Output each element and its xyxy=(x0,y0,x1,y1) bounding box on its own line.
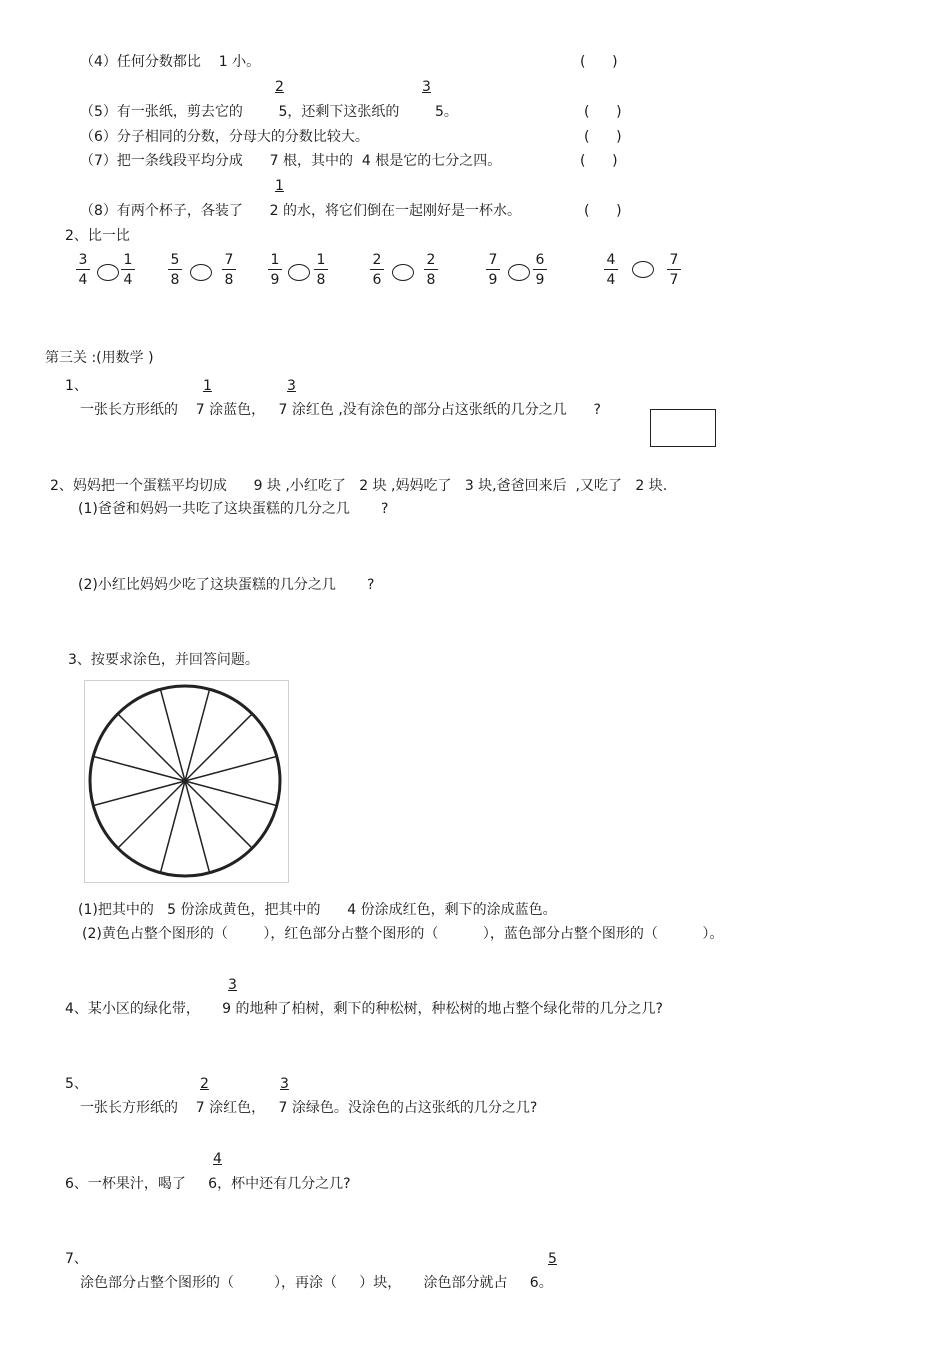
tf-item-8-numerator: 1 xyxy=(275,178,284,194)
answer-paren-5[interactable]: ( ) xyxy=(584,104,622,120)
circle-spoke xyxy=(93,781,185,806)
fraction-left-2: $\frac{5}{8}$ xyxy=(168,252,182,290)
rectangle-figure xyxy=(650,409,716,447)
tf-item-7: （7）把一条线段平均分成 7 根，其中的 4 根是它的七分之四。 xyxy=(80,153,502,169)
compare-circle-4[interactable] xyxy=(392,264,414,281)
problem-2-text: 2、妈妈把一个蛋糕平均切成 9 块 ,小红吃了 2 块 ,妈妈吃了 3 块,爸爸回来后 ,又吃了 2 块. xyxy=(50,478,668,494)
tf-item-5-numerator-b: 3 xyxy=(422,79,431,95)
circle-spokes xyxy=(93,689,277,873)
circle-spoke xyxy=(185,714,252,781)
fraction-right-3: $\frac{1}{8}$ xyxy=(314,252,328,290)
tf-item-8: （8）有两个杯子，各装了 2 的水，将它们倒在一起刚好是一杯水。 xyxy=(80,203,521,219)
fraction-left-4: $\frac{2}{6}$ xyxy=(370,252,384,290)
circle-spoke xyxy=(160,781,185,873)
answer-paren-8[interactable]: ( ) xyxy=(584,203,622,219)
problem-5-label: 5、 xyxy=(65,1076,88,1092)
circle-spoke xyxy=(160,689,185,781)
problem-4-numerator: 3 xyxy=(228,977,237,993)
fraction-right-6: $\frac{7}{7}$ xyxy=(667,252,681,290)
compare-circle-2[interactable] xyxy=(190,264,212,281)
fraction-left-1: $\frac{3}{4}$ xyxy=(76,252,90,290)
compare-circle-5[interactable] xyxy=(508,264,530,281)
compare-circle-1[interactable] xyxy=(97,264,119,281)
problem-6-text: 6、一杯果汁，喝了 6，杯中还有几分之几? xyxy=(65,1176,351,1192)
circle-spoke xyxy=(93,756,185,781)
problem-2-sub-2: (2)小红比妈妈少吃了这块蛋糕的几分之几 ? xyxy=(78,577,375,593)
answer-paren-4[interactable]: ( ) xyxy=(580,54,618,70)
problem-7-label: 7、 xyxy=(65,1251,88,1267)
answer-paren-7[interactable]: ( ) xyxy=(580,153,618,169)
fraction-left-6: $\frac{4}{4}$ xyxy=(604,252,618,290)
fraction-right-2: $\frac{7}{8}$ xyxy=(222,252,236,290)
circle-spoke xyxy=(185,781,277,806)
circle-spoke xyxy=(185,781,210,873)
problem-5-numerator-a: 2 xyxy=(200,1076,209,1092)
tf-item-6: （6）分子相同的分数，分母大的分数比较大。 xyxy=(80,129,369,145)
problem-7-numerator: 5 xyxy=(548,1251,557,1267)
circle-spoke xyxy=(185,756,277,781)
fraction-left-5: $\frac{7}{9}$ xyxy=(486,252,500,290)
problem-3-title: 3、按要求涂色，并回答问题。 xyxy=(68,652,259,668)
circle-divided-figure xyxy=(84,680,290,884)
fraction-right-1: $\frac{1}{4}$ xyxy=(121,252,135,290)
circle-spoke xyxy=(185,689,210,781)
problem-1-text: 一张长方形纸的 7 涂蓝色， 7 涂红色 ,没有涂色的部分占这张纸的几分之几 ? xyxy=(80,402,601,418)
circle-spoke xyxy=(118,714,185,781)
problem-2-sub-1: (1)爸爸和妈妈一共吃了这块蛋糕的几分之几 ? xyxy=(78,501,389,517)
problem-1-label: 1、 xyxy=(65,378,88,394)
problem-6-numerator: 4 xyxy=(213,1151,222,1167)
fraction-right-5: $\frac{6}{9}$ xyxy=(533,252,547,290)
problem-1-numerator-b: 3 xyxy=(287,378,296,394)
problem-3-sub-2: (2)黄色占整个图形的（ ），红色部分占整个图形的（ ），蓝色部分占整个图形的（ ）。 xyxy=(82,926,724,942)
answer-paren-6[interactable]: ( ) xyxy=(584,129,622,145)
problem-4-text: 4、某小区的绿化带， 9 的地种了柏树，剩下的种松树，种松树的地占整个绿化带的几分之几? xyxy=(65,1001,663,1017)
problem-1-numerator-a: 1 xyxy=(203,378,212,394)
compare-circle-6[interactable] xyxy=(632,261,654,278)
problem-5-numerator-b: 3 xyxy=(280,1076,289,1092)
problem-3-sub-1: (1)把其中的 5 份涂成黄色，把其中的 4 份涂成红色，剩下的涂成蓝色。 xyxy=(78,902,557,918)
circle-spoke xyxy=(185,781,252,848)
section-title: 第三关 :(用数学 ) xyxy=(45,350,154,366)
problem-7-text: 涂色部分占整个图形的（ ），再涂（ ）块， 涂色部分就占 6。 xyxy=(80,1275,553,1291)
compare-circle-3[interactable] xyxy=(288,264,310,281)
tf-item-5-numerator-a: 2 xyxy=(275,79,284,95)
compare-title: 2、比一比 xyxy=(65,228,130,244)
fraction-right-4: $\frac{2}{8}$ xyxy=(424,252,438,290)
fraction-left-3: $\frac{1}{9}$ xyxy=(268,252,282,290)
tf-item-5: （5）有一张纸，剪去它的 5，还剩下这张纸的 5。 xyxy=(80,104,458,120)
circle-spoke xyxy=(118,781,185,848)
problem-5-text: 一张长方形纸的 7 涂红色， 7 涂绿色。没涂色的占这张纸的几分之几? xyxy=(80,1100,538,1116)
tf-item-4: （4）任何分数都比 1 小。 xyxy=(80,54,261,70)
